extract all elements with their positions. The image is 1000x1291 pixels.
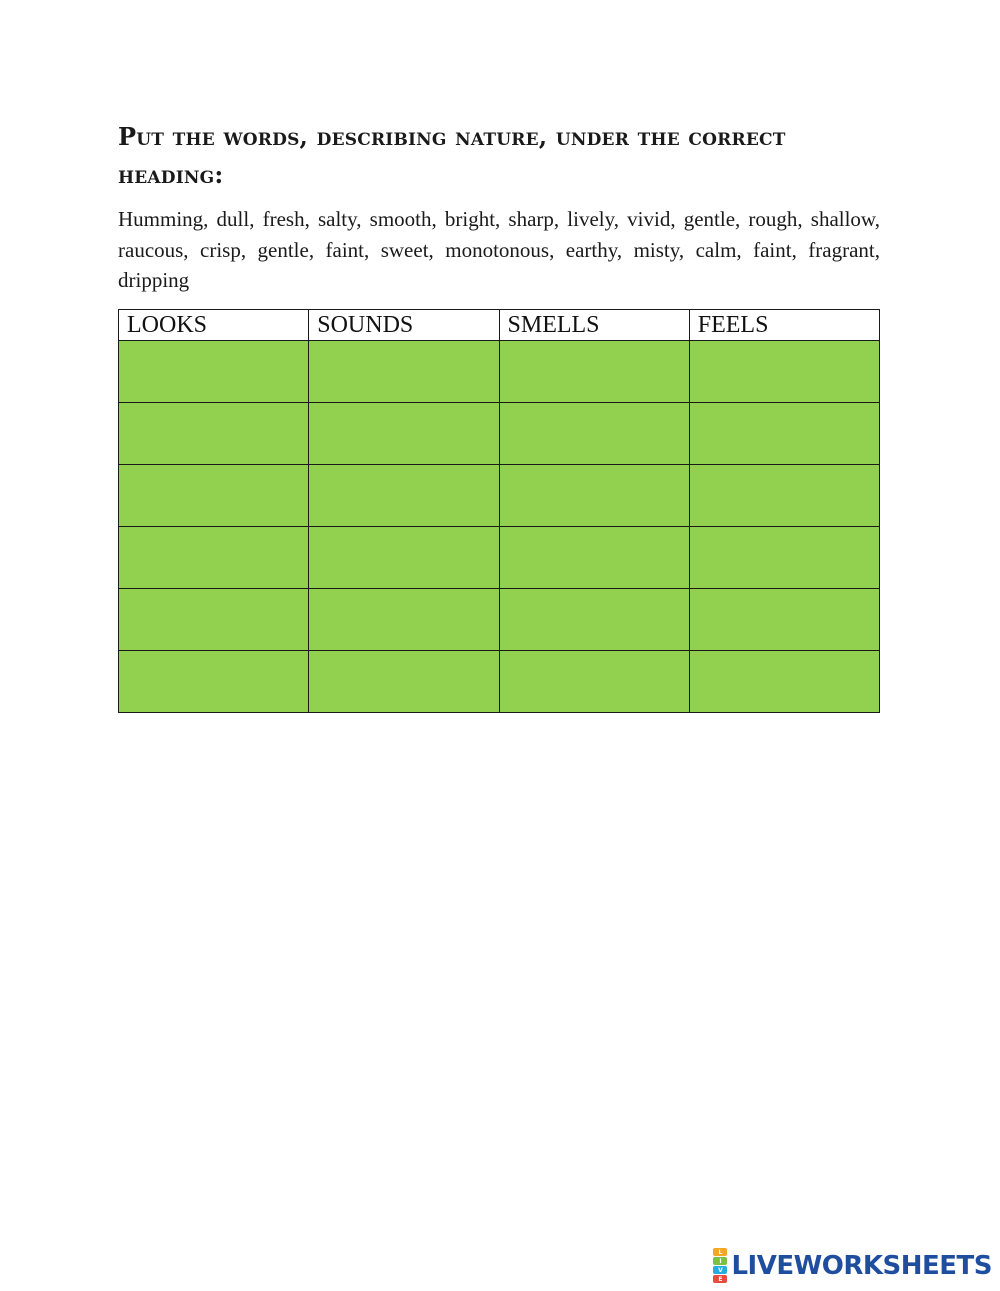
answer-input-sounds[interactable] [309,465,498,526]
answer-cell-smells[interactable] [499,465,689,527]
logo-wordmark: LIVEWORKSHEETS [731,1250,992,1281]
answer-input-smells[interactable] [500,589,689,650]
table-row [119,651,880,713]
answer-input-sounds[interactable] [309,341,498,402]
logo-block: I [713,1257,727,1265]
answer-cell-feels[interactable] [689,651,879,713]
answer-cell-sounds[interactable] [309,651,499,713]
worksheet-heading: Put the words, describing nature, under the correct heading: [118,122,786,189]
answer-cell-smells[interactable] [499,651,689,713]
answer-input-looks[interactable] [119,403,308,464]
answer-input-smells[interactable] [500,651,689,712]
column-header-feels: FEELS [689,310,879,341]
answer-input-sounds[interactable] [309,651,498,712]
answer-cell-smells[interactable] [499,341,689,403]
answer-cell-feels[interactable] [689,589,879,651]
answer-cell-looks[interactable] [119,651,309,713]
answer-input-smells[interactable] [500,403,689,464]
answer-cell-feels[interactable] [689,527,879,589]
answer-input-feels[interactable] [690,589,879,650]
answer-input-smells[interactable] [500,527,689,588]
answer-cell-sounds[interactable] [309,527,499,589]
column-header-smells: SMELLS [499,310,689,341]
answer-input-feels[interactable] [690,403,879,464]
table-row [119,341,880,403]
answer-cell-sounds[interactable] [309,589,499,651]
answer-input-sounds[interactable] [309,403,498,464]
table-row [119,403,880,465]
answer-input-looks[interactable] [119,465,308,526]
word-bank: Humming, dull, fresh, salty, smooth, bright, sharp, lively, vivid, gentle, rough, shallow, raucous, crisp, gentle, faint, sweet, monotonous, earthy, misty, calm, faint, fragrant, dripping [118,207,880,292]
answer-cell-looks[interactable] [119,589,309,651]
answer-cell-smells[interactable] [499,403,689,465]
answer-input-sounds[interactable] [309,589,498,650]
answer-input-smells[interactable] [500,341,689,402]
answer-rows [119,341,880,713]
answer-input-feels[interactable] [690,651,879,712]
answer-input-feels[interactable] [690,465,879,526]
column-header-sounds: SOUNDS [309,310,499,341]
answer-cell-feels[interactable] [689,403,879,465]
column-header-looks: LOOKS [119,310,309,341]
answer-cell-smells[interactable] [499,589,689,651]
answer-cell-looks[interactable] [119,465,309,527]
logo-block: E [713,1275,727,1283]
table-header-row [119,310,880,341]
answer-input-looks[interactable] [119,589,308,650]
answer-cell-sounds[interactable] [309,465,499,527]
answer-cell-sounds[interactable] [309,341,499,403]
answer-cell-looks[interactable] [119,341,309,403]
answer-input-looks[interactable] [119,527,308,588]
answer-input-feels[interactable] [690,341,879,402]
answer-cell-smells[interactable] [499,527,689,589]
table-row [119,465,880,527]
logo-block: V [713,1266,727,1274]
answer-input-feels[interactable] [690,527,879,588]
logo-mark-icon [713,1248,727,1283]
sorting-table [118,309,880,713]
answer-cell-sounds[interactable] [309,403,499,465]
answer-input-looks[interactable] [119,341,308,402]
answer-cell-looks[interactable] [119,527,309,589]
table-row [119,527,880,589]
answer-input-smells[interactable] [500,465,689,526]
answer-cell-looks[interactable] [119,403,309,465]
answer-cell-feels[interactable] [689,341,879,403]
logo-block: L [713,1248,727,1256]
answer-input-looks[interactable] [119,651,308,712]
answer-input-sounds[interactable] [309,527,498,588]
table-row [119,589,880,651]
liveworksheets-logo [713,1248,992,1283]
answer-cell-feels[interactable] [689,465,879,527]
